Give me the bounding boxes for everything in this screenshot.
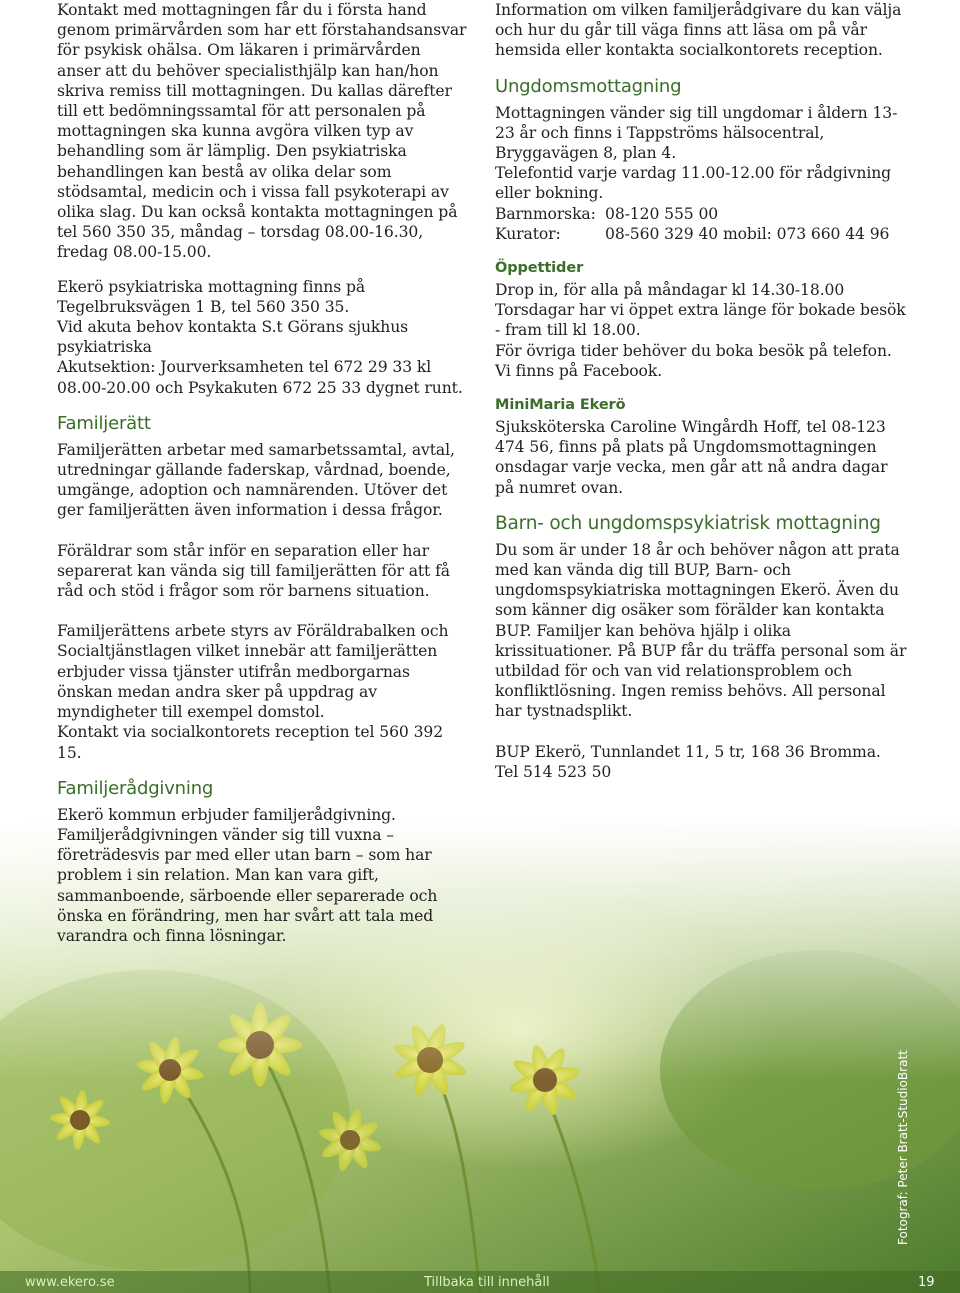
oppettider-line-2: Torsdagar har vi öppet extra länge för bokade besök - fram till kl 18.00.: [495, 301, 906, 340]
bup-paragraph: Du som är under 18 år och behöver någon att prata med kan vända dig till BUP, Barn- och ungdomspsykiatriska mottagningen Ekerö. Även du som känner dig osäker som förälder kan kontakta BUP. Familjer kan behöva hjälp i olika krissituationer. På BUP får du träffa personal som är utbildad för och van vid relationsproblem och konfliktlösning. Ingen remiss behövs. All personal har tystnadsplikt.: [495, 540, 907, 721]
familjeradgivning-heading: Familjerådgivning: [57, 777, 214, 799]
emergency-paragraph: Vid akuta behov kontakta S.t Görans sjukhus psykiatriska: [57, 318, 409, 357]
ungdom-paragraph-2: Telefontid varje vardag 11.00-12.00 för rådgivning eller bokning.: [495, 164, 892, 203]
kurator-value: 08-560 329 40 mobil: 073 660 44 96: [605, 224, 890, 243]
minimaria-paragraph: Sjuksköterska Caroline Wingårdh Hoff, tel 08-123 474 56, finns på plats på Ungdomsmottagningen onsdagar varje vecka, men går att nå andra dagar på numret ovan.: [495, 418, 888, 497]
left-column: [57, 0, 467, 946]
familjeradgivning-paragraph: Ekerö kommun erbjuder familjerådgivning. Familjerådgivningen vänder sig till vuxna – företrädesvis par med eller utan barn – som har problem i sin relation. Man kan vara gift, sammanboende, särboende eller separerade och önska en förändring, men har svårt att tala med varandra och finna lösningar.: [57, 805, 438, 945]
address-paragraph: Ekerö psykiatriska mottagning finns på Tegelbruksvägen 1 B, tel 560 350 35.: [57, 277, 366, 316]
kurator-row: [495, 224, 907, 244]
oppettider-line-4: Vi finns på Facebook.: [495, 361, 663, 380]
minimaria-heading: MiniMaria Ekerö: [495, 397, 626, 414]
oppettider-heading: Öppettider: [495, 260, 584, 277]
oppettider-line-3: För övriga tider behöver du boka besök på telefon.: [495, 341, 892, 360]
page-footer: [0, 1271, 960, 1293]
acute-paragraph: Akutsektion: Jourverksamheten tel 672 29 33 kl 08.00-20.00 och Psykakuten 672 25 33 dygnet runt.: [57, 358, 463, 397]
familjeratt-paragraph-2: Föräldrar som står inför en separation eller har separerat kan vända sig till familjerätten för att få råd och stöd i frågor som rör barnens situation.: [57, 541, 450, 601]
familjeratt-paragraph-1: Familjerätten arbetar med samarbetssamtal, avtal, utredningar gällande faderskap, vårdnad, boende, umgänge, adoption och namnärenden. Utöver det ger familjerätten även information i dessa frågor.: [57, 440, 455, 520]
photo-credit: Fotograf: Peter Bratt-StudioBratt: [896, 1050, 910, 1245]
familjeratt-paragraph-4: Kontakt via socialkontorets reception tel 560 392 15.: [57, 723, 444, 762]
bup-heading: Barn- och ungdomspsykiatrisk mottagning: [495, 512, 881, 534]
ungdom-heading: Ungdomsmottagning: [495, 75, 682, 97]
right-column: [495, 0, 907, 782]
familjeratt-paragraph-3: Familjerättens arbete styrs av Föräldrabalken och Socialtjänstlagen vilket innebär att familjerätten erbjuder vissa tjänster utifrån medborgarnas önskan medan andra sker på uppdrag av myndigheter till exempel domstol.: [57, 622, 449, 722]
back-to-contents-link[interactable]: Tillbaka till innehåll: [424, 1275, 550, 1290]
barnmorska-row: [495, 204, 907, 224]
page-number: 19: [918, 1275, 935, 1290]
barnmorska-label: Barnmorska:: [495, 204, 596, 223]
oppettider-line-1: Drop in, för alla på måndagar kl 14.30-18.00: [495, 281, 845, 300]
ungdom-paragraph-1: Mottagningen vänder sig till ungdomar i åldern 13-23 år och finns i Tappströms hälsocentral, Bryggavägen 8, plan 4.: [495, 103, 898, 163]
familjeratt-heading: Familjerätt: [57, 412, 151, 434]
intro-paragraph: Kontakt med mottagningen får du i första hand genom primärvården som har ett förstahandsansvar för psykisk ohälsa. Om läkaren i primärvården anser att du behöver specialisthjälp kan han/hon skriva remiss till mottagningen. Du kallas därefter till ett bedömningssamtal för att personalen på mottagningen ska kunna avgöra vilken typ av behandling som är lämplig. Den psykiatriska behandlingen kan bestå av olika delar som stödsamtal, medicin och i vissa fall psykoterapi av olika slag. Du kan också kontakta mottagningen på tel 560 350 35, måndag – torsdag 08.00-16.30, fredag 08.00-15.00.: [57, 1, 467, 262]
bup-tel: Tel 514 523 50: [495, 762, 612, 781]
bup-address: BUP Ekerö, Tunnlandet 11, 5 tr, 168 36 Bromma.: [495, 742, 881, 761]
kurator-label: Kurator:: [495, 224, 561, 243]
barnmorska-value: 08-120 555 00: [605, 204, 719, 223]
familjeradgivning-info: Information om vilken familjerådgivare du kan välja och hur du går till väga finns att läsa om på vår hemsida eller kontakta socialkontorets reception.: [495, 1, 902, 60]
website-link[interactable]: www.ekero.se: [25, 1275, 115, 1290]
